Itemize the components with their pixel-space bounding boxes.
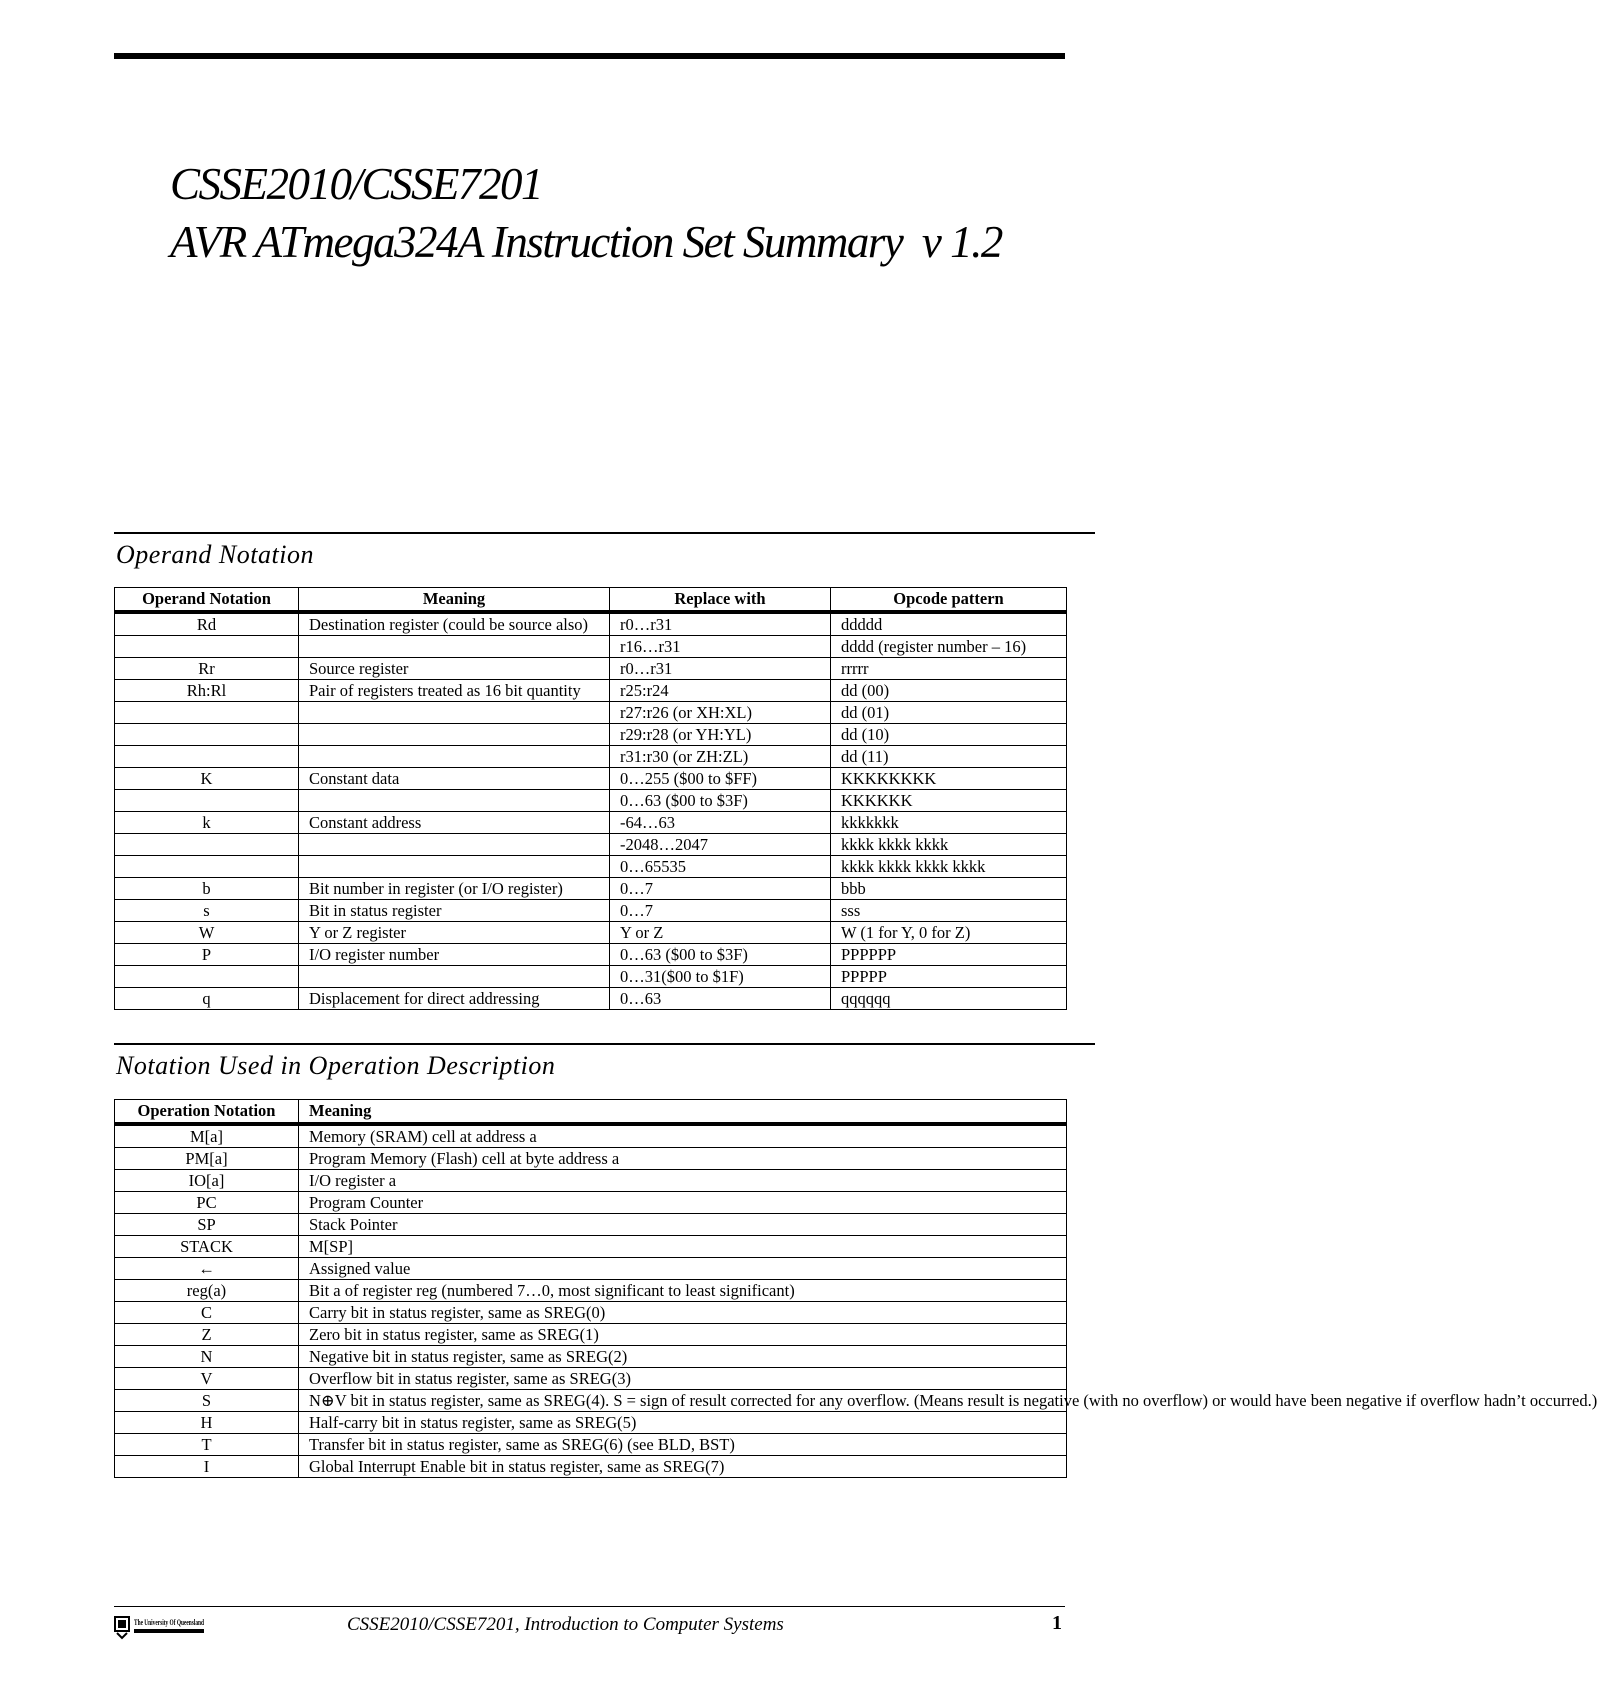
logo-text: The University Of Queensland <box>134 1618 205 1627</box>
meaning-text: Pair of registers treated as 16 bit quantity <box>309 681 581 700</box>
opcode-pattern-cell: dd (11) <box>831 746 1067 768</box>
meaning-cell <box>299 966 610 988</box>
notation-cell: IO[a] <box>115 1170 299 1192</box>
replace-with-cell: -2048…2047 <box>610 834 831 856</box>
notation-meaning-cell: Carry bit in status register, same as SREG(0) <box>299 1302 1067 1324</box>
replace-with-cell: Y or Z <box>610 922 831 944</box>
replace-with-cell: 0…65535 <box>610 856 831 878</box>
notation-meaning-cell: I/O register a <box>299 1170 1067 1192</box>
operand-cell: s <box>115 900 299 922</box>
notation-cell: S <box>115 1390 299 1412</box>
opcode-pattern-cell: kkkk kkkk kkkk <box>831 834 1067 856</box>
notation-meaning-cell: Stack Pointer <box>299 1214 1067 1236</box>
notation-meaning-cell: M[SP] <box>299 1236 1067 1258</box>
footer-course-title: CSSE2010/CSSE7201, Introduction to Computer Systems <box>347 1614 784 1635</box>
meaning-cell <box>299 790 610 812</box>
opcode-pattern-cell: PPPPP <box>831 966 1067 988</box>
replace-with-cell: r31:r30 (or ZH:ZL) <box>610 746 831 768</box>
notation-table-row <box>115 1368 1067 1390</box>
meaning-cell: Source register <box>299 658 610 680</box>
operand-cell: Rh:Rl <box>115 680 299 702</box>
notation-table-row <box>115 1236 1067 1258</box>
notation-cell: T <box>115 1434 299 1456</box>
notation-cell: V <box>115 1368 299 1390</box>
notation-cell: ← <box>115 1258 299 1280</box>
operand-cell: q <box>115 988 299 1010</box>
meaning-text: I/O register number <box>309 945 440 964</box>
notation-table-header <box>115 1100 1067 1125</box>
meaning-cell <box>299 724 610 746</box>
operand-table-row <box>115 966 1067 988</box>
operand-cell: k <box>115 812 299 834</box>
notation-cell: STACK <box>115 1236 299 1258</box>
notation-meaning-cell: Memory (SRAM) cell at address a <box>299 1124 1067 1148</box>
replace-with-cell: r0…r31 <box>610 658 831 680</box>
opcode-pattern-cell: kkkkkkk <box>831 812 1067 834</box>
opcode-pattern-cell: dd (10) <box>831 724 1067 746</box>
notation-meaning-cell: Program Counter <box>299 1192 1067 1214</box>
notation-table-row <box>115 1390 1067 1412</box>
operand-cell <box>115 702 299 724</box>
operand-table-row <box>115 658 1067 680</box>
notation-cell: M[a] <box>115 1124 299 1148</box>
opcode-pattern-cell: dd (01) <box>831 702 1067 724</box>
operand-cell: K <box>115 768 299 790</box>
opcode-pattern-cell: ddddd <box>831 612 1067 636</box>
notation-cell: H <box>115 1412 299 1434</box>
page-number: 1 <box>1052 1612 1062 1634</box>
title-line-2: AVR ATmega324A Instruction Set Summary v 1.2 <box>170 217 1002 267</box>
replace-with-cell: 0…63 <box>610 988 831 1010</box>
notation-table-row <box>115 1412 1067 1434</box>
document-title <box>170 155 1002 271</box>
operand-notation-table <box>114 587 1067 1010</box>
replace-with-cell: 0…7 <box>610 900 831 922</box>
opcode-pattern-cell: dd (00) <box>831 680 1067 702</box>
operand-cell: Rd <box>115 612 299 636</box>
notation-table-row <box>115 1434 1067 1456</box>
opcode-pattern-cell: KKKKKKKK <box>831 768 1067 790</box>
replace-with-cell: r16…r31 <box>610 636 831 658</box>
notation-meaning-cell: Program Memory (Flash) cell at byte address a <box>299 1148 1067 1170</box>
operand-cell <box>115 746 299 768</box>
meaning-text: Constant data <box>309 769 400 788</box>
operand-cell <box>115 790 299 812</box>
notation-section-rule <box>114 1043 1095 1045</box>
notation-table-row <box>115 1124 1067 1148</box>
notation-meaning-cell: Half-carry bit in status register, same as SREG(5) <box>299 1412 1067 1434</box>
opcode-pattern-cell: kkkk kkkk kkkk kkkk <box>831 856 1067 878</box>
notation-meaning-cell: Overflow bit in status register, same as SREG(3) <box>299 1368 1067 1390</box>
notation-cell: reg(a) <box>115 1280 299 1302</box>
notation-cell: N <box>115 1346 299 1368</box>
operation-notation-table <box>114 1099 1597 1478</box>
operand-table-row <box>115 922 1067 944</box>
operand-cell: b <box>115 878 299 900</box>
replace-with-cell: 0…7 <box>610 878 831 900</box>
notation-meaning-cell: Zero bit in status register, same as SREG(1) <box>299 1324 1067 1346</box>
operand-cell <box>115 724 299 746</box>
header-meaning: Meaning <box>299 588 610 613</box>
operand-table-row <box>115 944 1067 966</box>
meaning-text: Constant address <box>309 813 422 832</box>
header-opcode-pattern: Opcode pattern <box>831 588 1067 613</box>
notation-cell: SP <box>115 1214 299 1236</box>
operand-table-row <box>115 812 1067 834</box>
operand-table-row <box>115 680 1067 702</box>
notation-meaning-cell: Transfer bit in status register, same as SREG(6) (see BLD, BST) <box>299 1434 1067 1456</box>
notation-cell: I <box>115 1456 299 1478</box>
notation-meaning-cell: N⊕V bit in status register, same as SREG(4). S = sign of result corrected for any overflow. (Means result is negative (with no overflow) or would have been negative if overflow hadn’t occurred.) <box>299 1390 1067 1412</box>
notation-table-row <box>115 1148 1067 1170</box>
notation-table-row <box>115 1214 1067 1236</box>
operand-cell <box>115 856 299 878</box>
notation-meaning-cell: Bit a of register reg (numbered 7…0, most significant to least significant) <box>299 1280 1067 1302</box>
notation-table-row <box>115 1346 1067 1368</box>
replace-with-cell: r25:r24 <box>610 680 831 702</box>
notation-table-row <box>115 1170 1067 1192</box>
operand-table-row <box>115 636 1067 658</box>
meaning-cell <box>299 612 610 636</box>
operand-table-row <box>115 746 1067 768</box>
university-logo <box>114 1614 206 1640</box>
operand-cell <box>115 966 299 988</box>
operand-table-row <box>115 612 1067 636</box>
meaning-cell <box>299 944 610 966</box>
operand-table-row <box>115 834 1067 856</box>
operand-table-row <box>115 900 1067 922</box>
meaning-cell: Bit number in register (or I/O register) <box>299 878 610 900</box>
operand-section-heading: Operand Notation <box>116 540 314 569</box>
operand-cell: Rr <box>115 658 299 680</box>
replace-with-cell: -64…63 <box>610 812 831 834</box>
opcode-pattern-cell: qqqqqq <box>831 988 1067 1010</box>
title-line-1: CSSE2010/CSSE7201 <box>170 159 543 209</box>
notation-cell: C <box>115 1302 299 1324</box>
opcode-pattern-cell: bbb <box>831 878 1067 900</box>
top-rule <box>114 53 1065 59</box>
operand-section-rule <box>114 532 1095 534</box>
meaning-cell <box>299 746 610 768</box>
opcode-pattern-cell: dddd (register number – 16) <box>831 636 1067 658</box>
opcode-pattern-cell: W (1 for Y, 0 for Z) <box>831 922 1067 944</box>
operand-table-row <box>115 702 1067 724</box>
meaning-text: Destination register (could be source also) <box>309 615 589 634</box>
meaning-cell <box>299 856 610 878</box>
meaning-cell <box>299 812 610 834</box>
meaning-cell <box>299 834 610 856</box>
notation-meaning-cell: Negative bit in status register, same as SREG(2) <box>299 1346 1067 1368</box>
opcode-pattern-cell: KKKKKK <box>831 790 1067 812</box>
meaning-cell <box>299 636 610 658</box>
operand-table-row <box>115 988 1067 1010</box>
notation-meaning-cell: Global Interrupt Enable bit in status register, same as SREG(7) <box>299 1456 1067 1478</box>
operand-table-row <box>115 724 1067 746</box>
operand-table-row <box>115 790 1067 812</box>
meaning-cell <box>299 768 610 790</box>
notation-cell: Z <box>115 1324 299 1346</box>
operand-cell: P <box>115 944 299 966</box>
operand-table-row <box>115 878 1067 900</box>
replace-with-cell: r29:r28 (or YH:YL) <box>610 724 831 746</box>
replace-with-cell: r0…r31 <box>610 612 831 636</box>
replace-with-cell: 0…255 ($00 to $FF) <box>610 768 831 790</box>
meaning-cell <box>299 702 610 724</box>
notation-meaning-cell: Assigned value <box>299 1258 1067 1280</box>
meaning-cell: Bit in status register <box>299 900 610 922</box>
meaning-cell: Displacement for direct addressing <box>299 988 610 1010</box>
header-operand-notation: Operand Notation <box>115 588 299 613</box>
meaning-cell: Y or Z register <box>299 922 610 944</box>
header-replace-with: Replace with <box>610 588 831 613</box>
notation-table-row <box>115 1280 1067 1302</box>
opcode-pattern-cell: rrrrr <box>831 658 1067 680</box>
opcode-pattern-cell: sss <box>831 900 1067 922</box>
header-notation-meaning: Meaning <box>299 1100 1067 1125</box>
notation-table-row <box>115 1192 1067 1214</box>
notation-table-row <box>115 1324 1067 1346</box>
replace-with-cell: 0…63 ($00 to $3F) <box>610 944 831 966</box>
notation-cell: PM[a] <box>115 1148 299 1170</box>
opcode-pattern-cell: PPPPPP <box>831 944 1067 966</box>
replace-with-cell: 0…63 ($00 to $3F) <box>610 790 831 812</box>
replace-with-cell: 0…31($00 to $1F) <box>610 966 831 988</box>
notation-table-row <box>115 1302 1067 1324</box>
footer-rule <box>114 1606 1065 1607</box>
meaning-cell <box>299 680 610 702</box>
notation-section-heading: Notation Used in Operation Description <box>116 1051 556 1080</box>
header-operation-notation: Operation Notation <box>115 1100 299 1125</box>
notation-table-row <box>115 1456 1067 1478</box>
notation-cell: PC <box>115 1192 299 1214</box>
operand-table-row <box>115 856 1067 878</box>
operand-cell: W <box>115 922 299 944</box>
operand-table-row <box>115 768 1067 790</box>
notation-table-row <box>115 1258 1067 1280</box>
operand-cell <box>115 636 299 658</box>
replace-with-cell: r27:r26 (or XH:XL) <box>610 702 831 724</box>
operand-cell <box>115 834 299 856</box>
operand-table-header <box>115 588 1067 613</box>
